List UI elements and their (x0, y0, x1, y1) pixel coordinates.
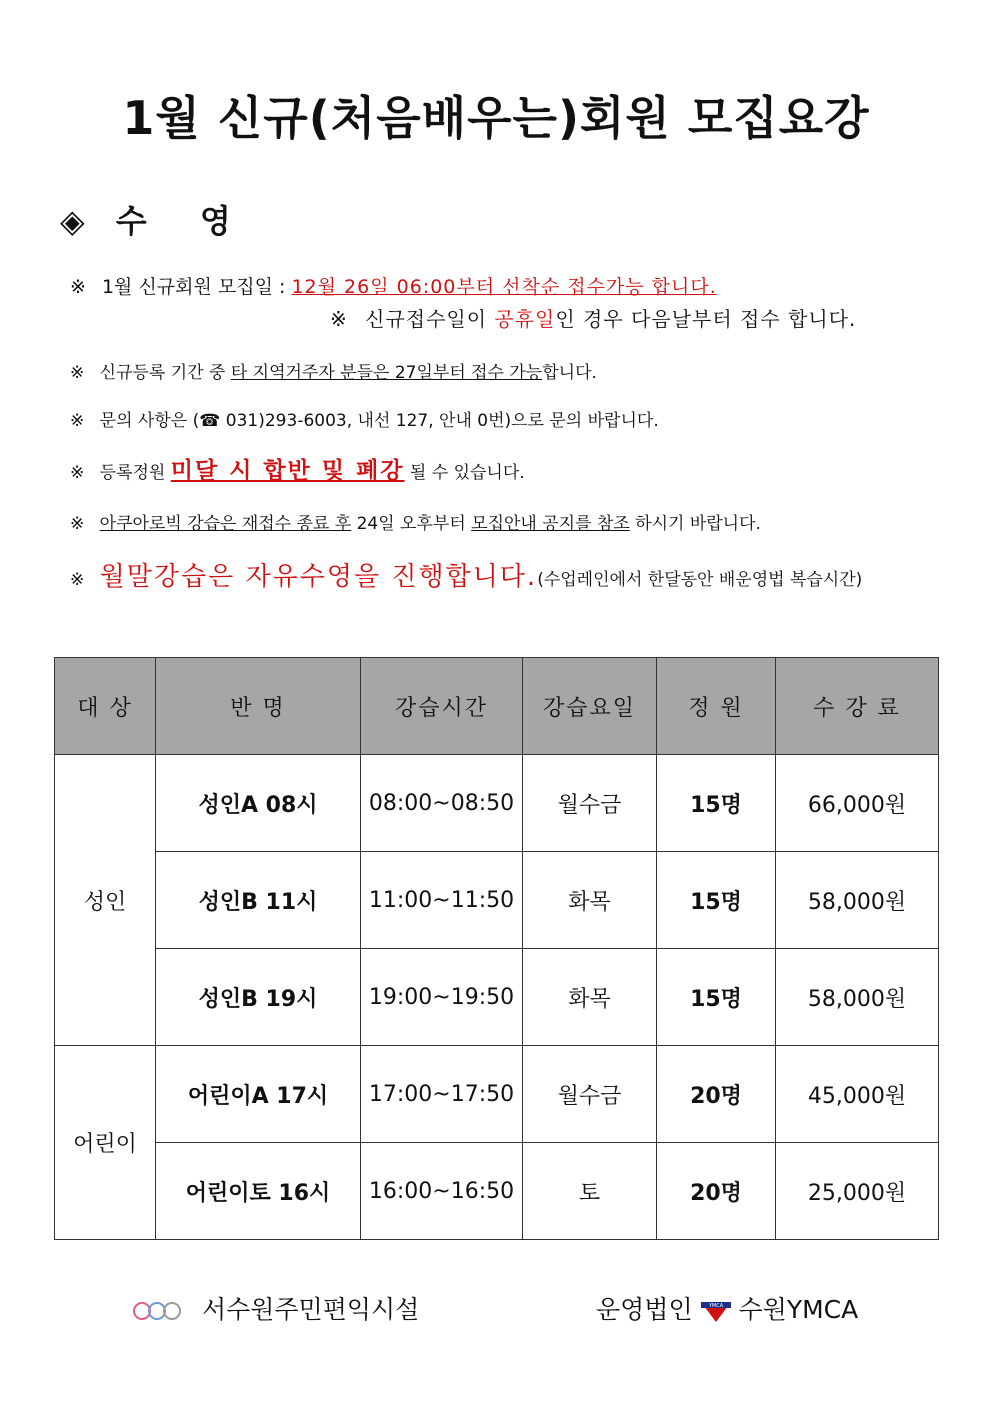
notice-text: 될 수 있습니다. (404, 463, 525, 483)
fee-cell: 58,000원 (776, 949, 939, 1046)
capacity-cell: 15명 (657, 949, 776, 1046)
note-mark: ※ (70, 514, 85, 534)
table-row (55, 949, 939, 1046)
notice-month-end (70, 556, 862, 593)
fee-cell: 66,000원 (776, 755, 939, 852)
notice-red-emphasis: 미달 시 합반 및 폐강 (170, 458, 405, 484)
notice-minimum (70, 452, 525, 485)
section-heading (60, 196, 231, 242)
capacity-cell: 20명 (657, 1046, 776, 1143)
notice-holiday (330, 303, 856, 332)
notice-text: 1월 신규회원 모집일 : (101, 276, 286, 298)
note-mark: ※ (70, 463, 85, 483)
notice-text: 합니다. (542, 363, 597, 383)
notice-text: 신규등록 기간 중 (99, 363, 231, 383)
page-title: 1월 신규(처음배우는)회원 모집요강 (122, 91, 870, 145)
days-cell: 화목 (523, 852, 657, 949)
time-cell: 08:00~08:50 (361, 755, 523, 852)
notice-highlight: 12월 26일 06:00부터 선착순 접수가능 합니다. (291, 276, 717, 298)
notice-underlined: 모집안내 공지를 참조 (471, 514, 630, 534)
notice-aqua (70, 509, 761, 534)
class-name-cell: 어린이토 16시 (156, 1143, 361, 1240)
time-cell: 19:00~19:50 (361, 949, 523, 1046)
note-mark: ※ (70, 570, 85, 590)
footer-operator (596, 1290, 858, 1326)
section-word-1: 수 (115, 202, 147, 240)
note-mark: ※ (70, 363, 85, 383)
fee-cell: 25,000원 (776, 1143, 939, 1240)
facility-name: 서수원주민편익시설 (201, 1295, 420, 1324)
notice-recruit-date (70, 272, 717, 299)
header-capacity: 정 원 (657, 658, 776, 755)
note-mark: ※ (330, 307, 348, 331)
target-cell: 어린이 (55, 1046, 156, 1240)
class-table (54, 657, 939, 1240)
time-cell: 16:00~16:50 (361, 1143, 523, 1240)
capacity-cell: 15명 (657, 755, 776, 852)
time-cell: 17:00~17:50 (361, 1046, 523, 1143)
capacity-cell: 20명 (657, 1143, 776, 1240)
notice-contact (70, 406, 659, 431)
class-name-cell: 성인A 08시 (156, 755, 361, 852)
note-mark: ※ (70, 411, 85, 431)
notice-text: 등록정원 (99, 463, 171, 483)
days-cell: 토 (523, 1143, 657, 1240)
note-mark: ※ (70, 276, 86, 298)
class-name-cell: 성인B 11시 (156, 852, 361, 949)
section-word-2: 영 (199, 202, 231, 240)
notice-other-region (70, 358, 597, 383)
table-row (55, 1046, 939, 1143)
table-row (55, 755, 939, 852)
facility-logo-icon (132, 1298, 182, 1324)
operator-name: 수원YMCA (738, 1295, 859, 1324)
header-time: 강습시간 (361, 658, 523, 755)
footer-facility (132, 1290, 419, 1326)
fee-cell: 58,000원 (776, 852, 939, 949)
notice-text: (수업레인에서 한달동안 배운영법 복습시간) (537, 570, 863, 590)
class-name-cell: 성인B 19시 (156, 949, 361, 1046)
notice-red-emphasis: 월말강습은 자유수영을 진행합니다. (99, 562, 538, 592)
table-row (55, 1143, 939, 1240)
notice-text: 인 경우 다음날부터 접수 합니다. (555, 307, 857, 331)
days-cell: 월수금 (523, 1046, 657, 1143)
notice-text: 하시기 바랍니다. (629, 514, 761, 534)
notice-text: 신규접수일이 (365, 307, 495, 331)
table-header-row (55, 658, 939, 755)
notice-underlined: 타 지역거주자 분들은 27일부터 접수 가능 (230, 363, 543, 383)
capacity-cell: 15명 (657, 852, 776, 949)
ymca-logo-text: YMCA (708, 1303, 723, 1309)
time-cell: 11:00~11:50 (361, 852, 523, 949)
notice-text: 24일 오후부터 (351, 514, 472, 534)
table-row (55, 852, 939, 949)
target-cell: 성인 (55, 755, 156, 1046)
header-fee: 수 강 료 (776, 658, 939, 755)
notice-underlined: 아쿠아로빅 강습은 재접수 종료 후 (99, 514, 352, 534)
days-cell: 화목 (523, 949, 657, 1046)
days-cell: 월수금 (523, 755, 657, 852)
ymca-logo-icon (701, 1300, 731, 1322)
header-days: 강습요일 (523, 658, 657, 755)
operator-label: 운영법인 (596, 1295, 693, 1324)
header-class-name: 반 명 (156, 658, 361, 755)
notice-red-text: 공휴일 (494, 307, 556, 331)
header-target: 대 상 (55, 658, 156, 755)
diamond-marker-icon: ◈ (60, 202, 85, 240)
notice-text: 문의 사항은 (☎ 031)293-6003, 내선 127, 안내 0번)으로 문의 바랍니다. (99, 411, 659, 431)
fee-cell: 45,000원 (776, 1046, 939, 1143)
class-name-cell: 어린이A 17시 (156, 1046, 361, 1143)
